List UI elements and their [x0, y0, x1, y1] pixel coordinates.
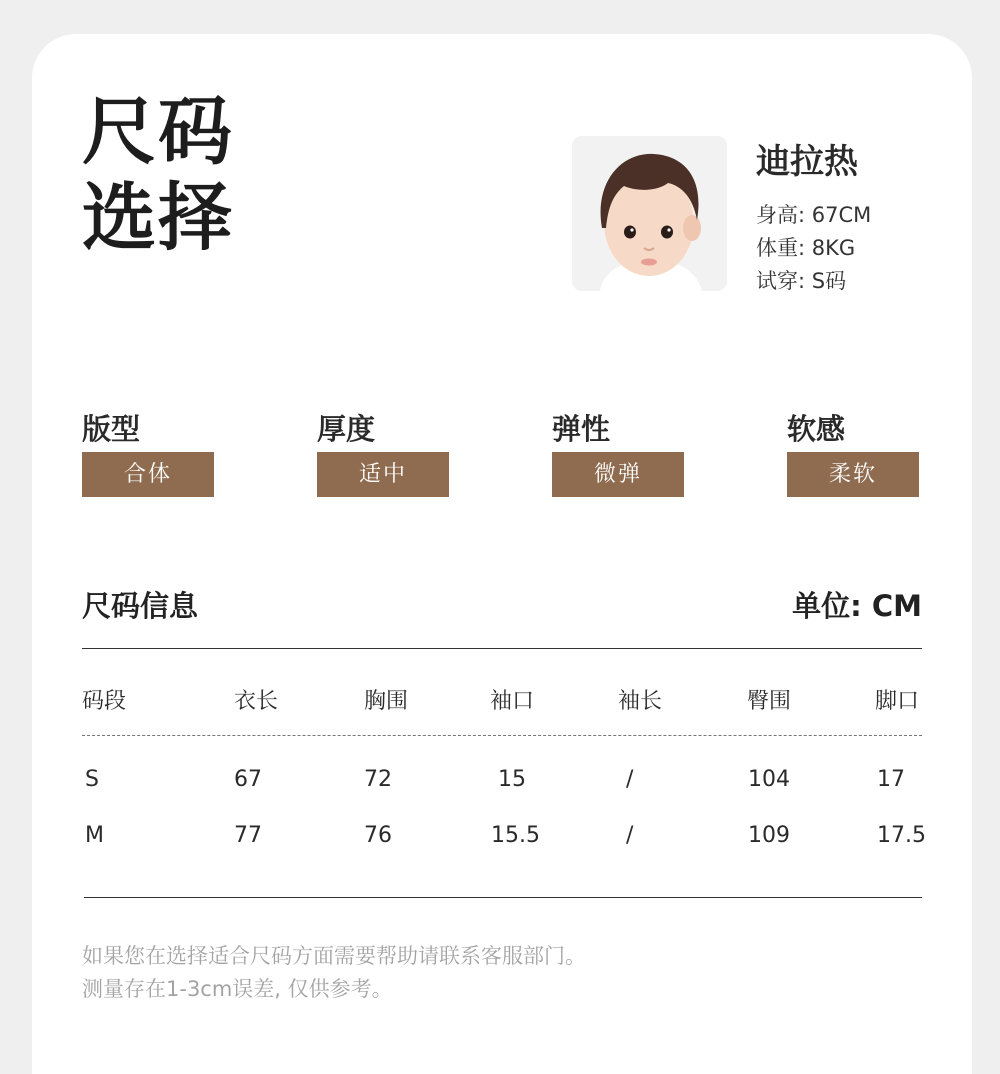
note-line-1: 如果您在选择适合尺码方面需要帮助请联系客服部门。 — [82, 944, 586, 968]
cell-length: 77 — [234, 823, 262, 848]
title-line-2: 选择 — [82, 175, 234, 261]
model-name: 迪拉热 — [756, 142, 858, 182]
attribute-value-badge: 柔软 — [787, 452, 919, 497]
attribute-thickness — [317, 409, 449, 497]
model-tryon-size: 试穿: S码 — [756, 269, 847, 293]
attribute-fit — [82, 409, 214, 497]
attribute-label: 厚度 — [317, 412, 376, 446]
cell-size: M — [85, 823, 104, 848]
model-info — [756, 199, 871, 298]
cell-hip: 104 — [748, 767, 790, 792]
table-top-divider — [82, 648, 922, 649]
cell-size: S — [85, 767, 99, 792]
size-guide-card — [32, 34, 972, 1074]
cell-leg-opening: 17.5 — [877, 823, 926, 848]
attribute-value-badge: 适中 — [317, 452, 449, 497]
header-size: 码段 — [82, 689, 127, 714]
cell-sleeve: / — [626, 767, 634, 792]
header-leg-opening: 脚口 — [875, 689, 920, 714]
unit-label: 单位: CM — [792, 589, 922, 623]
fit-attributes — [82, 409, 922, 509]
baby-portrait-icon — [572, 136, 727, 291]
attribute-elasticity — [552, 409, 684, 497]
cell-leg-opening: 17 — [877, 767, 905, 792]
attribute-value-badge: 合体 — [82, 452, 214, 497]
header-dashed-divider — [82, 735, 922, 736]
cell-cuff: 15 — [498, 767, 526, 792]
attribute-label: 版型 — [82, 412, 141, 446]
cell-chest: 72 — [364, 767, 392, 792]
page-title — [82, 89, 234, 261]
size-note — [82, 940, 586, 1006]
cell-length: 67 — [234, 767, 262, 792]
cell-cuff: 15.5 — [491, 823, 540, 848]
model-photo — [572, 136, 727, 291]
cell-chest: 76 — [364, 823, 392, 848]
title-line-1: 尺码 — [82, 89, 234, 175]
table-bottom-divider — [84, 897, 922, 898]
attribute-softness — [787, 409, 919, 497]
note-line-2: 测量存在1-3cm误差, 仅供参考。 — [82, 977, 393, 1001]
header-chest: 胸围 — [364, 689, 409, 714]
cell-sleeve: / — [626, 823, 634, 848]
header-sleeve: 袖长 — [618, 689, 663, 714]
header-cuff: 袖口 — [490, 689, 535, 714]
cell-hip: 109 — [748, 823, 790, 848]
header-length: 衣长 — [234, 689, 279, 714]
attribute-value-badge: 微弹 — [552, 452, 684, 497]
header-hip: 臀围 — [747, 689, 792, 714]
model-weight: 体重: 8KG — [756, 236, 856, 260]
attribute-label: 软感 — [787, 412, 846, 446]
size-info-title: 尺码信息 — [82, 589, 199, 623]
attribute-label: 弹性 — [552, 412, 611, 446]
model-height: 身高: 67CM — [756, 203, 872, 227]
